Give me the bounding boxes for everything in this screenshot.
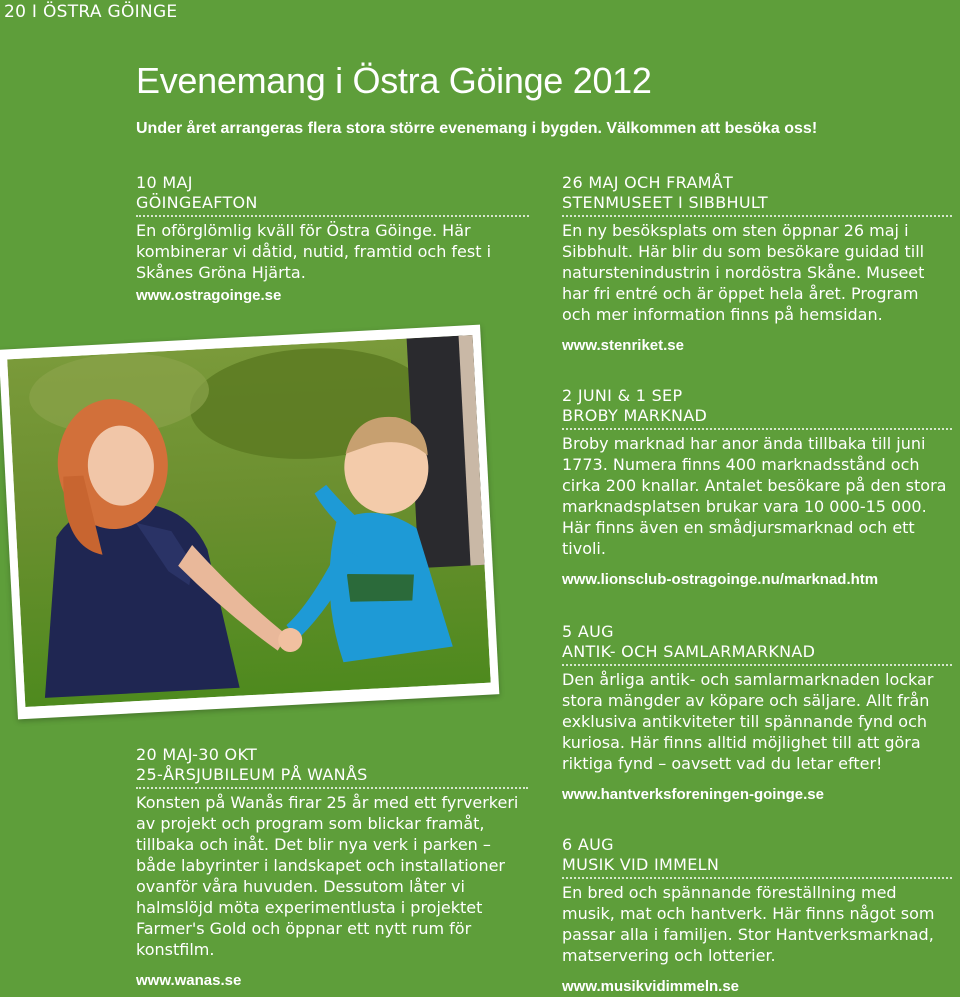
event-link[interactable]: www.hantverksforeningen-goinge.se xyxy=(562,786,824,803)
event-link[interactable]: www.ostragoinge.se xyxy=(136,287,282,304)
page-title: Evenemang i Östra Göinge 2012 xyxy=(136,60,652,101)
event-description: Konsten på Wanås firar 25 år med ett fyrverkeri av projekt och program som blickar framåt, tillbaka och inåt. Det blir nya verk i parken – både labyrinter i landskapet och installationer ovanför våra huvuden. Dessutom låter vi halmslöjd möta experimentlusta i projektet Farmer's Gold och öppnar ett nytt rum för konstfilm. xyxy=(136,793,519,959)
event-date: 10 MAJ xyxy=(136,173,193,192)
event-date: 5 AUG xyxy=(562,622,614,641)
event-title: GÖINGEAFTON xyxy=(136,193,529,217)
event-title: 25-ÅRSJUBILEUM PÅ WANÅS xyxy=(136,765,528,789)
event-link[interactable]: www.musikvidimmeln.se xyxy=(562,978,740,995)
event-broby-marknad xyxy=(562,386,952,588)
children-photo-illustration xyxy=(7,335,491,707)
event-musik-vid-immeln xyxy=(562,835,952,995)
event-date: 26 MAJ OCH FRAMÅT xyxy=(562,173,734,192)
event-stenmuseet xyxy=(562,173,952,354)
event-description: Broby marknad har anor ända tillbaka till juni 1773. Numera finns 400 marknadsstånd och cirka 200 knallar. Antalet besökare på den stora marknadsplatsen brukar vara 10 000-15 000. Här finns även en smådjursmarknad och ett tivoli. xyxy=(562,434,947,558)
page-number-label: 20 I ÖSTRA GÖINGE xyxy=(0,0,202,27)
event-description: Den årliga antik- och samlarmarknaden lockar stora mängder av köpare och säljare. Allt från exklusiva antikviteter till spännande fynd och kuriosa. Här finns alltid möjlighet till att göra riktiga fynd – oavsett vad du letar efter! xyxy=(562,670,934,773)
event-link[interactable]: www.stenriket.se xyxy=(562,337,684,354)
children-photo xyxy=(0,325,499,720)
intro-text: Under året arrangeras flera stora större evenemang i bygden. Välkommen att besöka oss! xyxy=(136,120,818,137)
event-description: En bred och spännande föreställning med musik, mat och hantverk. Här finns något som passar alla i familjen. Stor Hantverksmarknad, matservering och lotterier. xyxy=(562,883,935,965)
event-date: 2 JUNI & 1 SEP xyxy=(562,386,683,405)
event-goingeafton xyxy=(136,173,529,304)
event-date: 20 MAJ-30 OKT xyxy=(136,745,258,764)
event-title: ANTIK- OCH SAMLARMARKNAD xyxy=(562,642,952,666)
event-title: BROBY MARKNAD xyxy=(562,406,952,430)
event-description: En ny besöksplats om sten öppnar 26 maj i Sibbhult. Här blir du som besökare guidad till naturstenindustrin i nordöstra Skåne. Museet har fri entré och är öppet hela året. Program och mer information finns på hemsidan. xyxy=(562,221,925,324)
event-title: STENMUSEET I SIBBHULT xyxy=(562,193,952,217)
event-antik-samlarmarknad xyxy=(562,622,952,803)
event-date: 6 AUG xyxy=(562,835,614,854)
event-link[interactable]: www.lionsclub-ostragoinge.nu/marknad.htm xyxy=(562,571,879,588)
event-description: En oförglömlig kväll för Östra Göinge. Här kombinerar vi dåtid, nutid, framtid och fest i Skånes Gröna Hjärta. xyxy=(136,221,492,282)
event-title: MUSIK VID IMMELN xyxy=(562,855,952,879)
event-link[interactable]: www.wanas.se xyxy=(136,972,242,989)
event-wanas-jubileum xyxy=(136,745,528,989)
